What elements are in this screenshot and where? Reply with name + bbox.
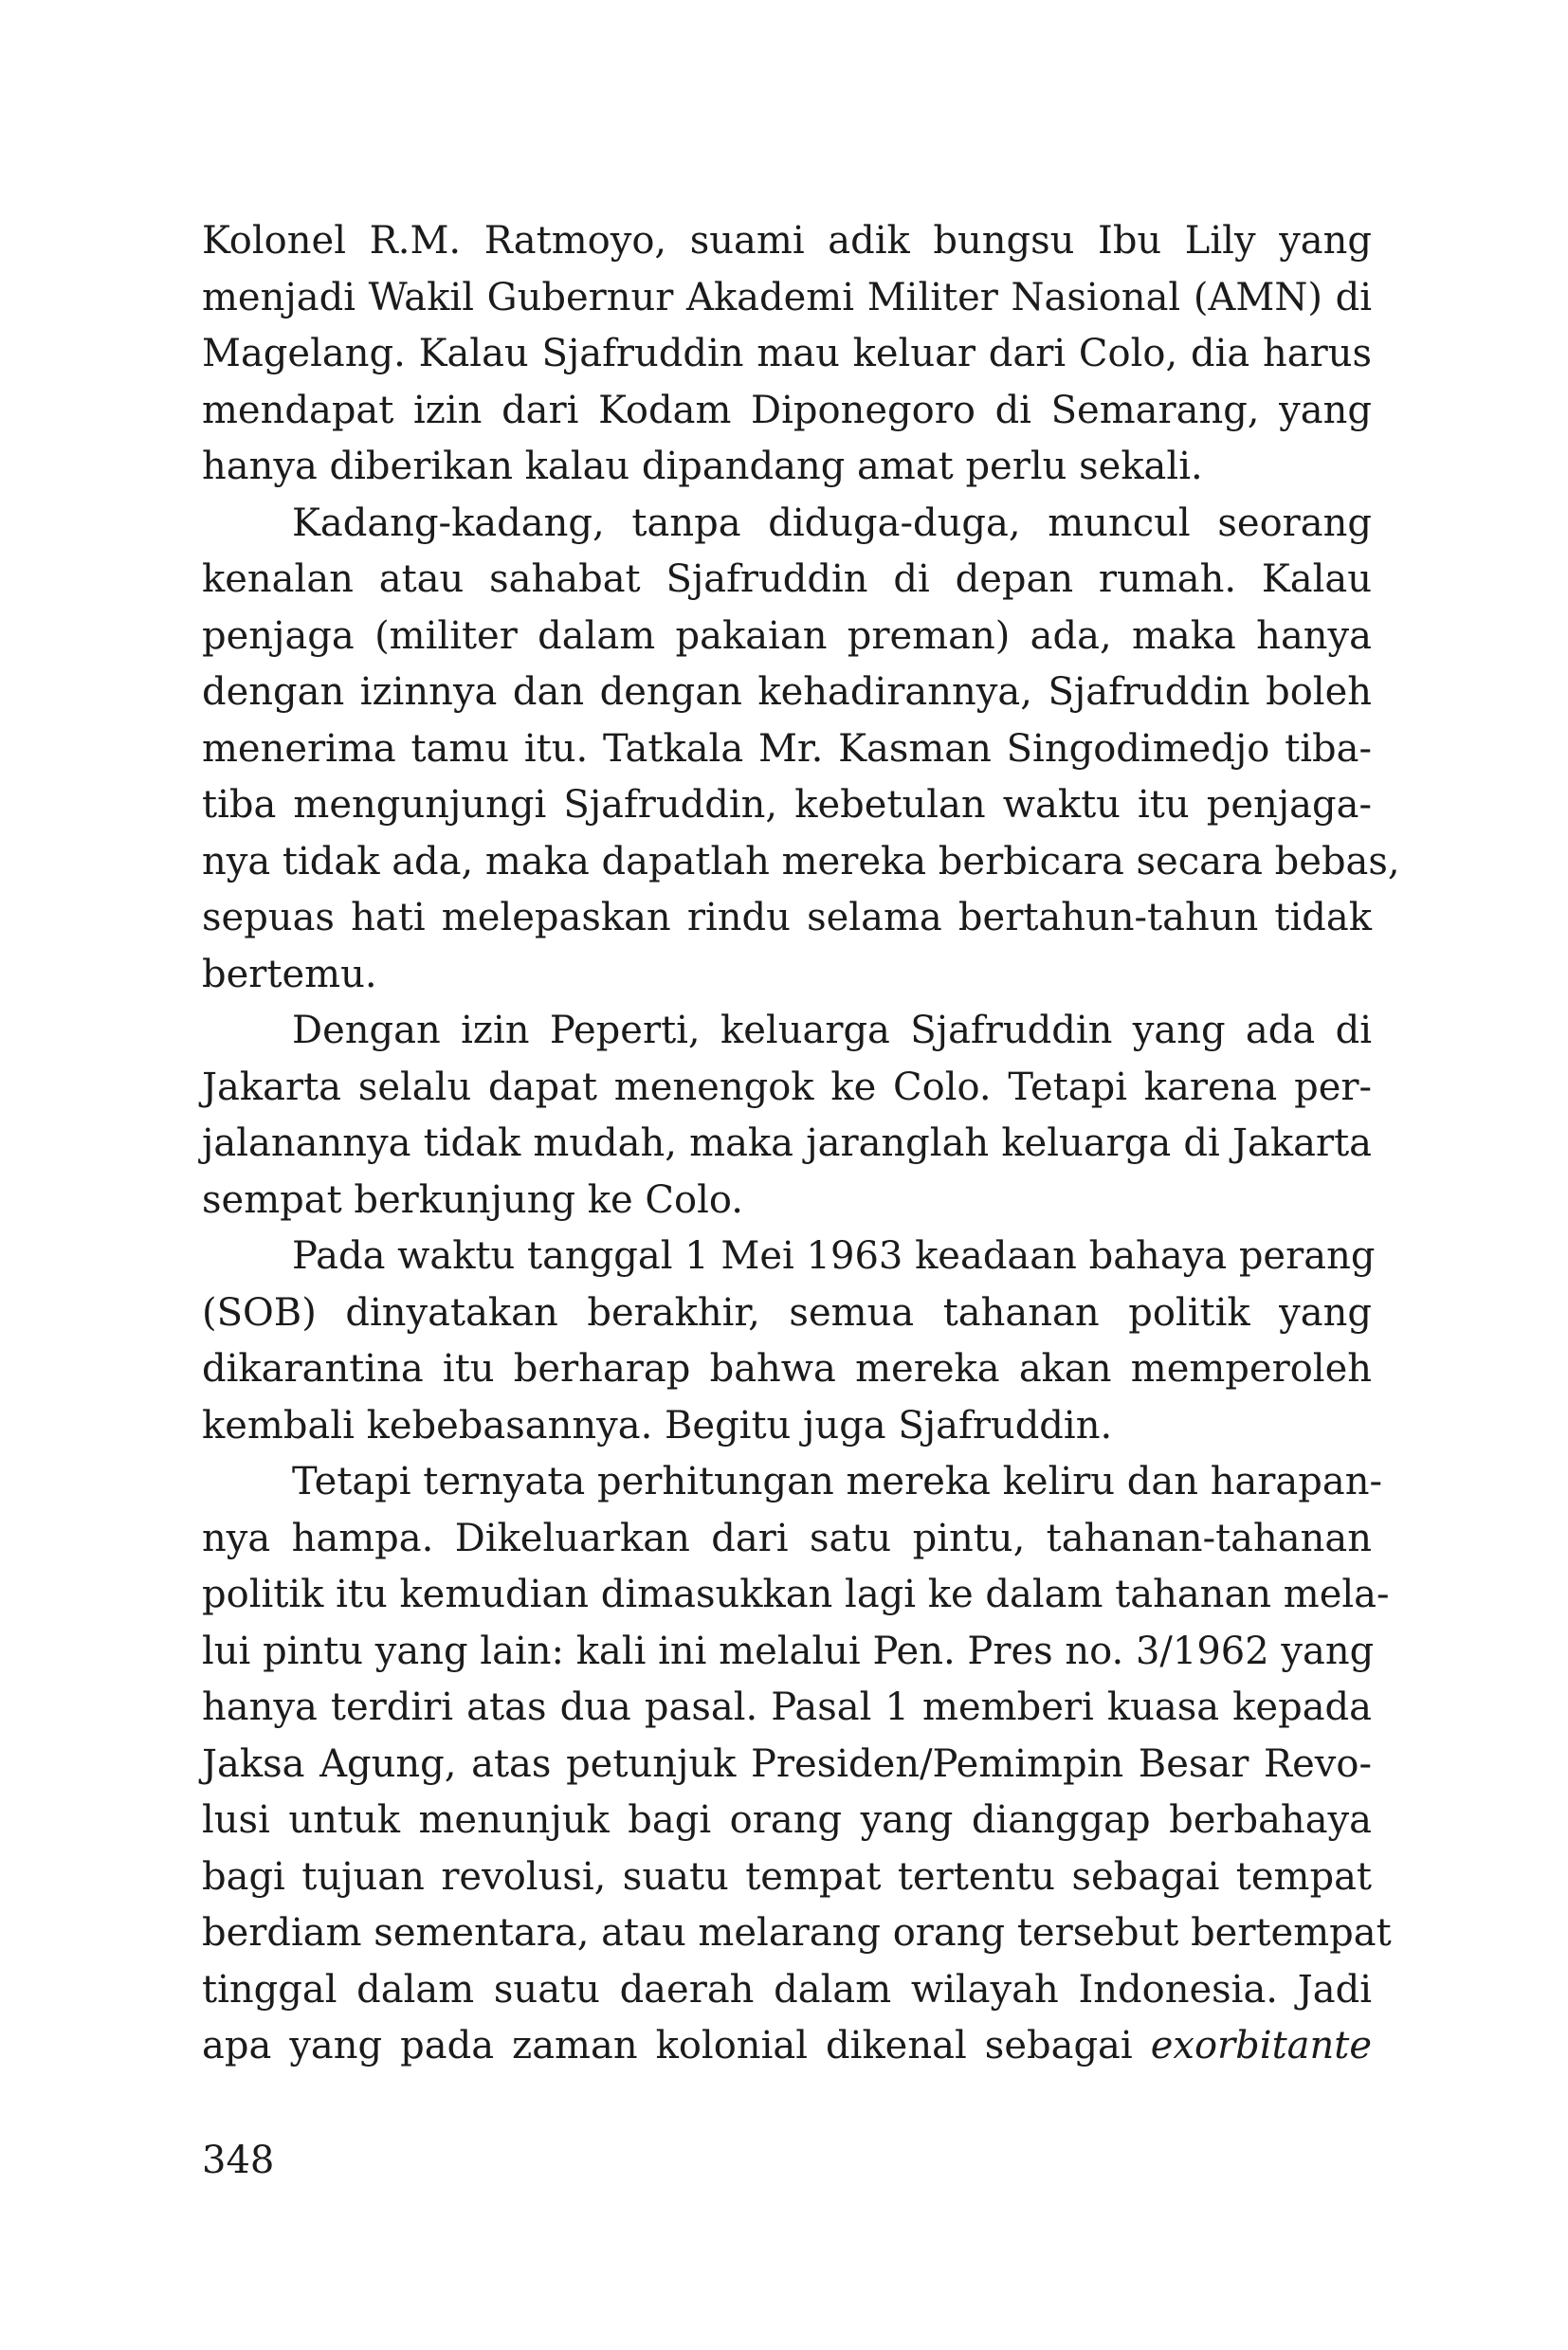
text-line: hanya diberikan kalau dipandang amat perlu sekali. [202, 445, 1203, 488]
paragraph-start-line: Dengan izin Peperti, keluarga Sjafruddin yang ada di [292, 1009, 1372, 1052]
text-line: nya hampa. Dikeluarkan dari satu pintu, tahanan-tahanan [202, 1516, 1372, 1560]
text-line: lui pintu yang lain: kali ini melalui Pen. Pres no. 3/1962 yang [202, 1629, 1375, 1673]
text-line: menjadi Wakil Gubernur Akademi Militer Nasional (AMN) di [202, 275, 1372, 319]
text-line: mendapat izin dari Kodam Diponegoro di Semarang, yang [202, 388, 1372, 432]
text-line: menerima tamu itu. Tatkala Mr. Kasman Singodimedjo tiba- [202, 726, 1372, 771]
text-line: bagi tujuan revolusi, suatu tempat tertentu sebagai tempat [202, 1854, 1372, 1899]
text-line: bertemu. [202, 952, 377, 996]
text-line: tiba mengunjungi Sjafruddin, kebetulan waktu itu penjaga- [202, 783, 1372, 827]
text-line: berdiam sementara, atau melarang orang tersebut bertempat [202, 1911, 1392, 1955]
page-number: 348 [202, 2139, 275, 2182]
paragraph-start-line: Tetapi ternyata perhitungan mereka keliru dan harapan- [292, 1460, 1382, 1503]
final-text-line [202, 2018, 1372, 2075]
text-line: penjaga (militer dalam pakaian preman) ada, maka hanya [202, 613, 1372, 658]
text-line: tinggal dalam suatu daerah dalam wilayah Indonesia. Jadi [202, 1967, 1372, 2012]
text-line: lusi untuk menunjuk bagi orang yang dianggap berbahaya [202, 1798, 1372, 1842]
text-line: Magelang. Kalau Sjafruddin mau keluar dari Colo, dia harus [202, 332, 1372, 375]
text-line: politik itu kemudian dimasukkan lagi ke dalam tahanan mela- [202, 1573, 1390, 1616]
text-line: Jakarta selalu dapat menengok ke Colo. Tetapi karena per- [202, 1065, 1372, 1109]
text-line: dikarantina itu berharap bahwa mereka akan memperoleh [202, 1347, 1372, 1391]
text-line: dengan izinnya dan dengan kehadirannya, Sjafruddin boleh [202, 670, 1372, 714]
paragraph-start-line: Kadang-kadang, tanpa diduga-duga, muncul seorang [292, 501, 1372, 545]
text-line: sempat berkunjung ke Colo. [202, 1177, 743, 1222]
italic-term: exorbitante [1150, 2024, 1372, 2068]
text-line: kembali kebebasannya. Begitu juga Sjafruddin. [202, 1403, 1113, 1448]
text-line: kenalan atau sahabat Sjafruddin di depan rumah. Kalau [202, 557, 1372, 601]
final-line-text: apa yang pada zaman kolonial dikenal sebagai [202, 2024, 1133, 2068]
text-line: sepuas hati melepaskan rindu selama bertahun-tahun tidak [202, 896, 1372, 939]
text-line: (SOB) dinyatakan berakhir, semua tahanan politik yang [202, 1290, 1372, 1335]
body-text [202, 213, 1400, 2075]
text-line: jalanannya tidak mudah, maka jaranglah keluarga di Jakarta [202, 1121, 1372, 1165]
text-line: hanya terdiri atas dua pasal. Pasal 1 memberi kuasa kepada [202, 1685, 1372, 1729]
text-line: nya tidak ada, maka dapatlah mereka berbicara secara bebas, [202, 839, 1400, 884]
paragraph-start-line: Pada waktu tanggal 1 Mei 1963 keadaan bahaya perang [292, 1234, 1376, 1278]
text-line: Kolonel R.M. Ratmoyo, suami adik bungsu Ibu Lily yang [202, 219, 1372, 263]
text-line: Jaksa Agung, atas petunjuk Presiden/Pemimpin Besar Revo- [202, 1741, 1372, 1786]
